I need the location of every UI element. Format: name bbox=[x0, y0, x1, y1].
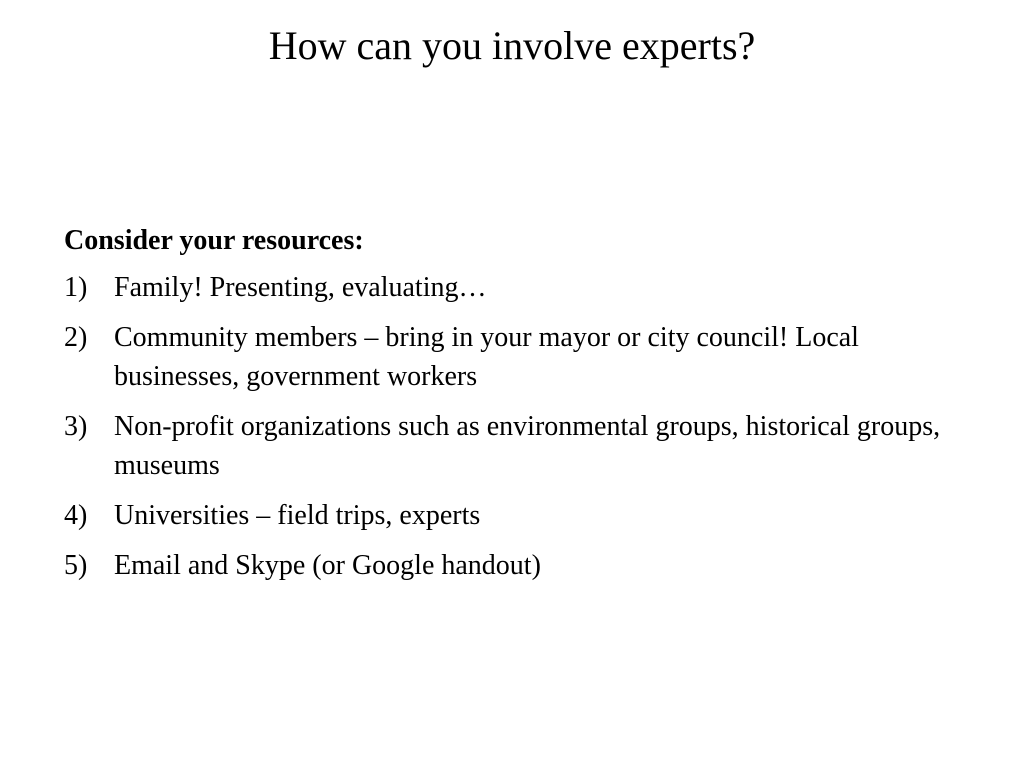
list-item bbox=[64, 546, 984, 585]
list-item-text: Universities – field trips, experts bbox=[114, 500, 481, 531]
slide-title: How can you involve experts? bbox=[268, 23, 756, 68]
list-item-text: Community members – bring in your mayor or city council! Local businesses, government workers bbox=[114, 322, 859, 392]
slide-content bbox=[64, 224, 984, 596]
list-item bbox=[64, 318, 984, 396]
list-item-number: 4) bbox=[64, 500, 88, 531]
resources-heading: Consider your resources: bbox=[64, 225, 364, 256]
list-item bbox=[64, 268, 984, 307]
list-item-text: Family! Presenting, evaluating… bbox=[114, 272, 487, 303]
list-item-number: 3) bbox=[64, 411, 88, 442]
list-item-number: 2) bbox=[64, 322, 88, 353]
list-item-number: 1) bbox=[64, 272, 88, 303]
list-item bbox=[64, 496, 984, 535]
list-item-text: Non-profit organizations such as environmental groups, historical groups, museums bbox=[114, 411, 941, 481]
list-item-number: 5) bbox=[64, 550, 88, 581]
list-item bbox=[64, 407, 984, 485]
list-item-text: Email and Skype (or Google handout) bbox=[114, 550, 541, 581]
resource-list bbox=[64, 268, 984, 585]
